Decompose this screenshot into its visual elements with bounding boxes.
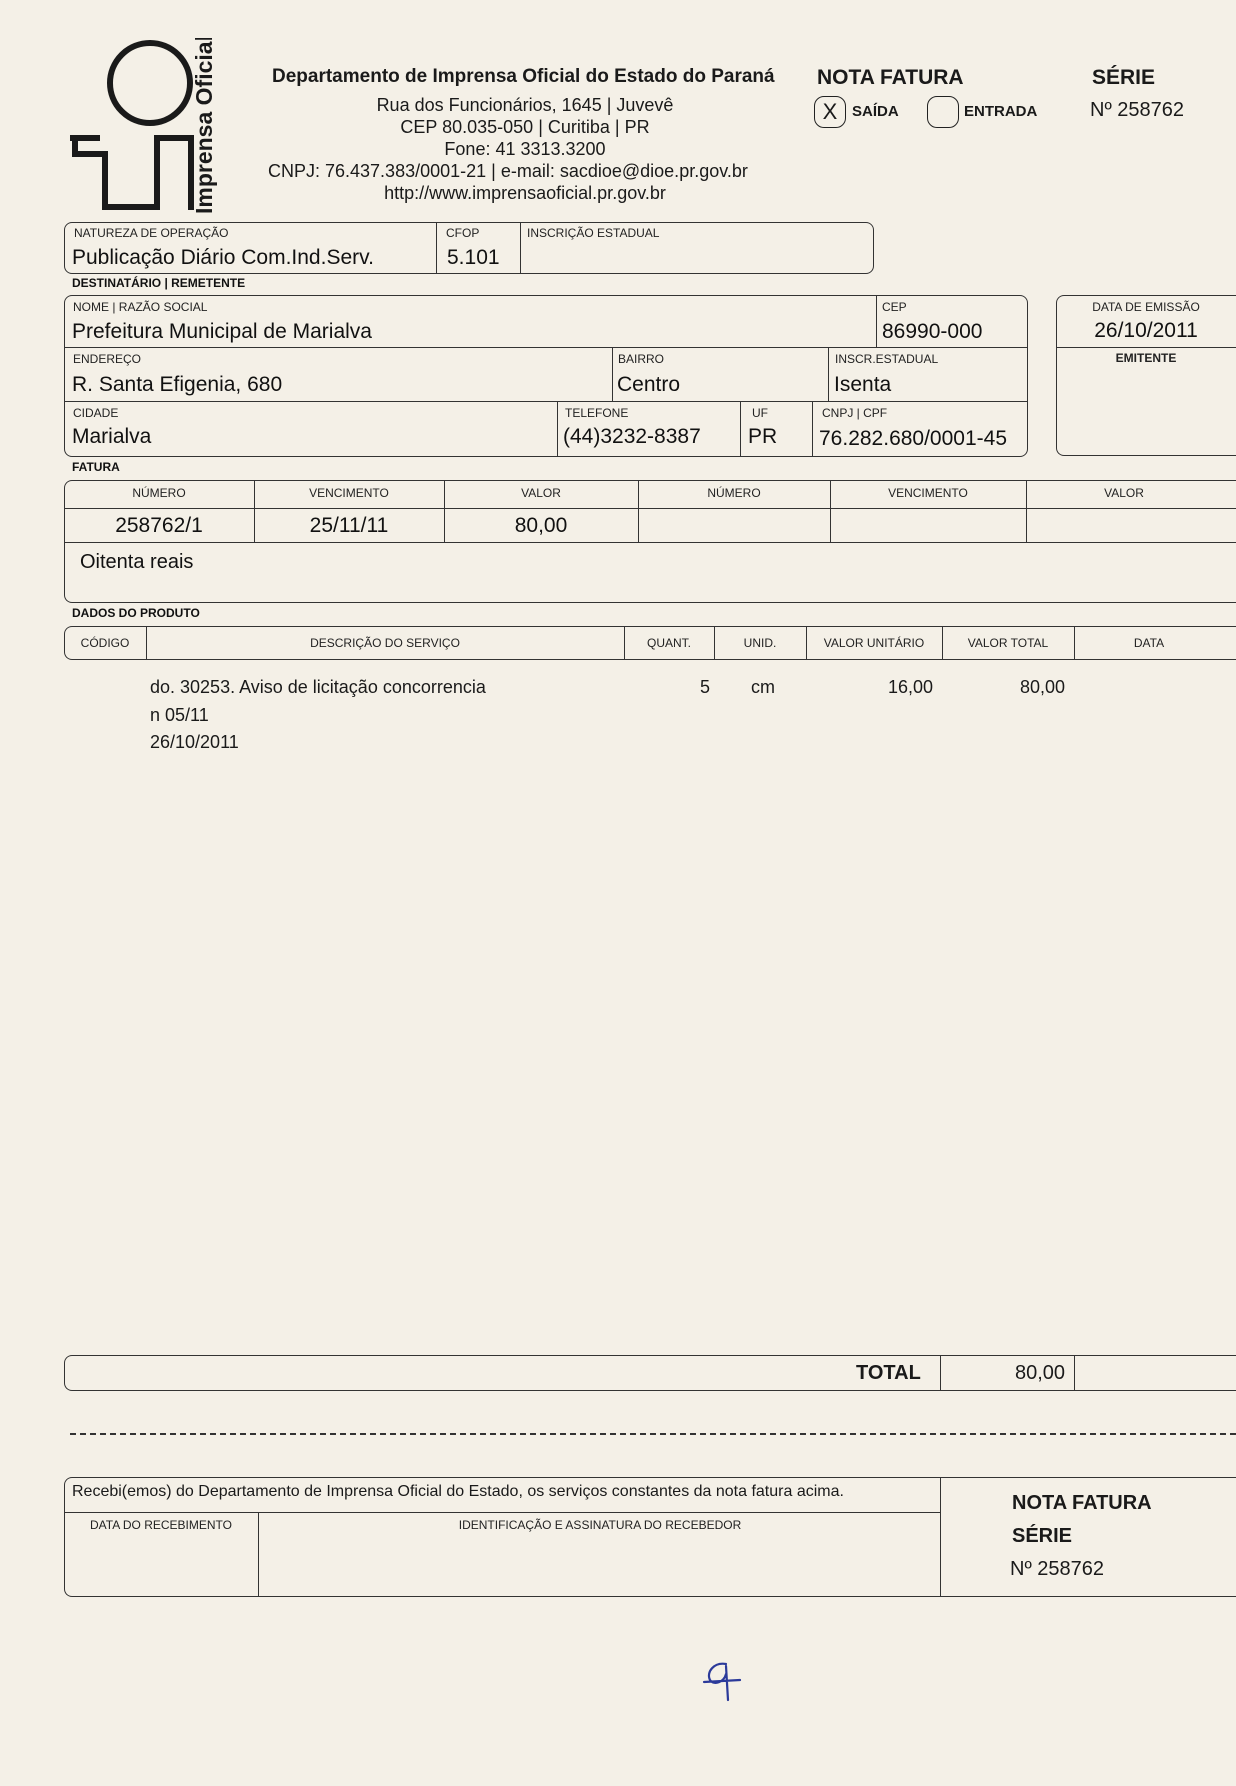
logo-text: Imprensa Oficial bbox=[191, 38, 217, 214]
serie-label: SÉRIE bbox=[1092, 66, 1156, 89]
cidade-value: Marialva bbox=[72, 425, 152, 448]
receipt-statement: Recebi(emos) do Departamento de Imprensa Oficial do Estado, os serviços constantes da nota fatura acima. bbox=[72, 1483, 844, 1500]
receipt-sign-label: IDENTIFICAÇÃO E ASSINATURA DO RECEBEDOR bbox=[458, 1518, 742, 1532]
fatura-header-numero-1: NÚMERO bbox=[132, 486, 186, 500]
issuer-website: http://www.imprensaoficial.pr.gov.br bbox=[384, 183, 666, 203]
cnpj-value: 76.282.680/0001-45 bbox=[819, 427, 1008, 450]
natureza-value: Publicação Diário Com.Ind.Serv. bbox=[72, 246, 374, 269]
products-section-label: DADOS DO PRODUTO bbox=[72, 606, 200, 620]
product-header-valor-unitario: VALOR UNITÁRIO bbox=[823, 636, 925, 650]
endereco-value: R. Santa Efigenia, 680 bbox=[72, 373, 283, 396]
nome-value: Prefeitura Municipal de Marialva bbox=[72, 320, 372, 343]
uf-value: PR bbox=[748, 425, 778, 448]
emitente-label: EMITENTE bbox=[1115, 351, 1177, 365]
total-value: 80,00 bbox=[1015, 1362, 1066, 1384]
issuer-name: Departamento de Imprensa Oficial do Estado do Paraná bbox=[272, 66, 775, 87]
doc-number: Nº 258762 bbox=[1090, 99, 1185, 121]
issuer-phone: Fone: 41 3313.3200 bbox=[444, 139, 606, 159]
logo bbox=[62, 38, 222, 218]
entrada-checkbox[interactable] bbox=[927, 96, 959, 128]
natureza-label: NATUREZA DE OPERAÇÃO bbox=[74, 226, 229, 240]
nome-label: NOME | RAZÃO SOCIAL bbox=[73, 300, 208, 314]
receipt-title: NOTA FATURA bbox=[1012, 1492, 1152, 1514]
product-description-line-3: 26/10/2011 bbox=[150, 732, 239, 752]
bairro-value: Centro bbox=[617, 373, 681, 396]
doc-title: NOTA FATURA bbox=[817, 66, 964, 89]
fatura-header-vencimento-2: VENCIMENTO bbox=[888, 486, 968, 500]
product-description-line-2: n 05/11 bbox=[150, 705, 209, 725]
cfop-label: CFOP bbox=[446, 226, 480, 240]
product-header-quant: QUANT. bbox=[646, 636, 691, 650]
fatura-header-valor-2: VALOR bbox=[1104, 486, 1144, 500]
issuer-cep-city: CEP 80.035-050 | Curitiba | PR bbox=[400, 117, 650, 137]
cut-line bbox=[70, 1433, 1236, 1435]
fatura-header-valor-1: VALOR bbox=[521, 486, 561, 500]
saida-checkbox[interactable]: X bbox=[814, 96, 846, 128]
fatura-valor-value: 80,00 bbox=[514, 514, 568, 537]
cfop-value: 5.101 bbox=[447, 246, 500, 269]
product-total-value: 80,00 bbox=[1020, 677, 1066, 697]
cep-value: 86990-000 bbox=[882, 320, 983, 343]
product-unit-value: 16,00 bbox=[888, 677, 934, 697]
product-header-data: DATA bbox=[1133, 636, 1165, 650]
entrada-label: ENTRADA bbox=[964, 103, 1038, 120]
saida-label: SAÍDA bbox=[852, 103, 899, 120]
fatura-header-vencimento-1: VENCIMENTO bbox=[309, 486, 389, 500]
fatura-header-numero-2: NÚMERO bbox=[707, 486, 761, 500]
fatura-numero-value: 258762/1 bbox=[115, 514, 203, 537]
emission-date-label: DATA DE EMISSÃO bbox=[1092, 300, 1200, 314]
inscricao-estadual-label: INSCRIÇÃO ESTADUAL bbox=[527, 226, 660, 240]
emission-date-value: 26/10/2011 bbox=[1094, 319, 1198, 342]
product-header-codigo: CÓDIGO bbox=[80, 636, 130, 650]
recipient-section-label: DESTINATÁRIO | REMETENTE bbox=[72, 276, 246, 290]
issuer-address: Rua dos Funcionários, 1645 | Juvevê bbox=[376, 95, 674, 115]
total-label: TOTAL bbox=[856, 1362, 921, 1384]
product-unid: cm bbox=[751, 677, 775, 697]
receipt-date-field[interactable] bbox=[66, 1534, 256, 1592]
endereco-label: ENDEREÇO bbox=[73, 352, 142, 366]
product-header-valor-total: VALOR TOTAL bbox=[967, 636, 1049, 650]
imprensa-oficial-logo-icon bbox=[62, 38, 222, 218]
receipt-date-label: DATA DO RECEBIMENTO bbox=[89, 1518, 233, 1532]
telefone-label: TELEFONE bbox=[565, 406, 629, 420]
bairro-label: BAIRRO bbox=[618, 352, 665, 366]
fatura-extenso-value: Oitenta reais bbox=[80, 551, 194, 573]
receipt-number: Nº 258762 bbox=[1010, 1558, 1105, 1580]
product-quant: 5 bbox=[700, 677, 711, 697]
cep-label: CEP bbox=[882, 300, 907, 314]
receipt-signature-field[interactable] bbox=[262, 1534, 938, 1592]
product-header-descricao: DESCRIÇÃO DO SERVIÇO bbox=[310, 636, 460, 650]
inscr-estadual-value: Isenta bbox=[834, 373, 892, 396]
uf-label: UF bbox=[752, 406, 768, 420]
product-description-line-1: do. 30253. Aviso de licitação concorrencia bbox=[150, 677, 486, 697]
cidade-label: CIDADE bbox=[73, 406, 119, 420]
product-header-unid: UNID. bbox=[743, 636, 777, 650]
inscr-estadual-label: INSCR.ESTADUAL bbox=[835, 352, 939, 366]
handwritten-initial-icon bbox=[696, 1656, 746, 1706]
issuer-cnpj-email: CNPJ: 76.437.383/0001-21 | e-mail: sacdioe@dioe.pr.gov.br bbox=[268, 161, 748, 181]
fatura-vencimento-value: 25/11/11 bbox=[309, 514, 389, 537]
fatura-section-label: FATURA bbox=[72, 460, 120, 474]
telefone-value: (44)3232-8387 bbox=[563, 425, 701, 448]
receipt-serie: SÉRIE bbox=[1012, 1525, 1073, 1547]
cnpj-label: CNPJ | CPF bbox=[822, 406, 888, 420]
